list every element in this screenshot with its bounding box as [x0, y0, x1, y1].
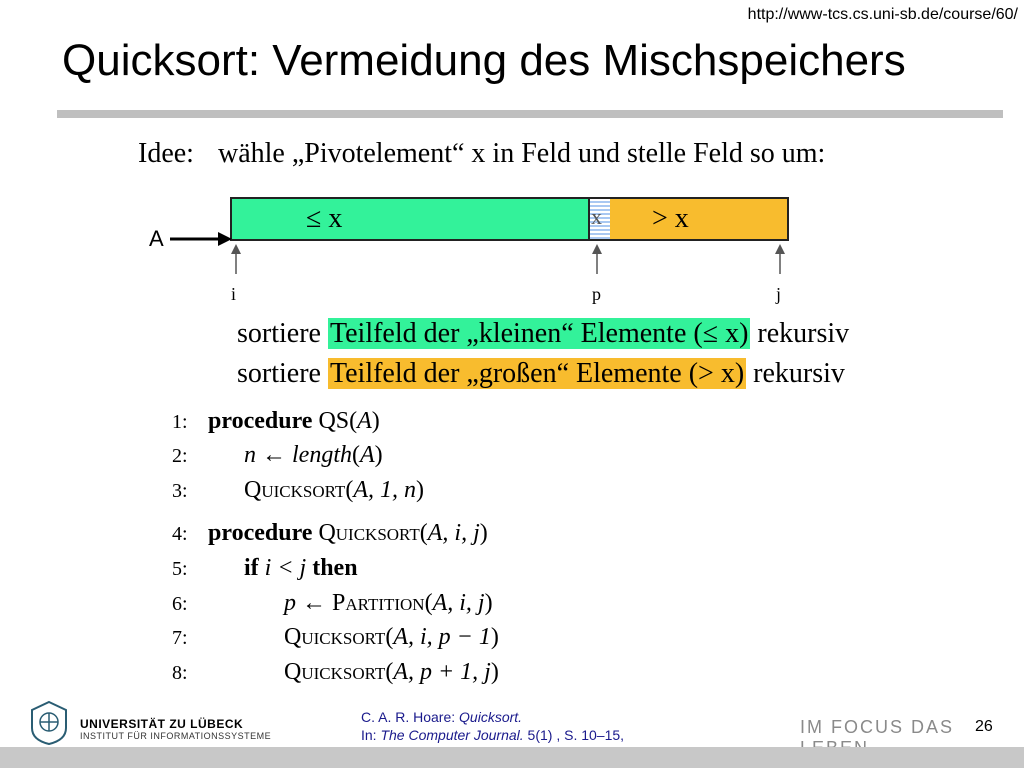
index-j-arrow [771, 244, 791, 276]
small-elements-region [230, 197, 590, 241]
code-token: ( [419, 520, 428, 546]
code-token: ) [374, 442, 383, 468]
idea-label: Idee: [138, 138, 194, 169]
code-line-7 [172, 624, 499, 651]
citation-pages: 5(1) , S. 10–15, [523, 727, 625, 743]
index-p-arrow [588, 244, 608, 276]
idea-line [138, 138, 825, 170]
university-seal-icon [28, 700, 70, 746]
citation-author: C. A. R. Hoare: [361, 709, 460, 725]
code-token: ( [385, 624, 394, 650]
idea-text: wähle „Pivotelement“ x in Feld und stelle Feld so um: [217, 138, 826, 169]
line-number: 7: [172, 627, 188, 649]
sort-large-prefix: sortiere [237, 358, 321, 389]
code-token: Quicksort [244, 477, 346, 503]
code-token: ( [352, 442, 360, 468]
index-p-label: p [592, 284, 601, 304]
sort-small-suffix: rekursiv [757, 318, 850, 349]
code-token: A, 1, n [353, 477, 416, 503]
sort-small-highlight: Teilfeld der „kleinen“ Elemente (≤ x) [329, 318, 749, 349]
code-line-5 [172, 555, 358, 582]
index-j-label: j [776, 284, 782, 304]
line-number: 3: [172, 480, 188, 502]
code-token: i < j [264, 555, 307, 581]
slogan: IM FOCUS DAS [800, 717, 955, 737]
code-line-3 [172, 477, 424, 504]
code-token: ← [296, 590, 332, 616]
code-token: p [284, 590, 296, 616]
code-token: ) [490, 659, 499, 685]
title-divider [57, 110, 1003, 118]
source-url: http://www-tcs.cs.uni-sb.de/course/60/ [747, 6, 1018, 23]
code-token: Partition [332, 590, 425, 616]
citation-line-1 [361, 708, 624, 726]
sort-large-line [237, 358, 845, 390]
code-token: Quicksort [284, 624, 386, 650]
index-i-arrow [227, 244, 247, 276]
sort-small-line [237, 318, 849, 350]
code-token: A [357, 408, 372, 434]
large-region-label: > x [652, 203, 689, 234]
page-number: 26 [975, 718, 993, 735]
slide-title: Quicksort: Vermeidung des Mischspeichers [62, 36, 906, 85]
sort-large-suffix: rekursiv [753, 358, 845, 389]
code-token: A, i, j [432, 590, 485, 616]
code-line-2 [172, 442, 383, 469]
code-token: A, i, j [427, 520, 480, 546]
footer-bar [0, 747, 1024, 768]
line-number: 4: [172, 523, 188, 545]
code-token: ) [479, 520, 488, 546]
array-pointer-arrow [170, 229, 232, 249]
line-number: 5: [172, 558, 188, 580]
keyword: then [312, 555, 358, 581]
line-number: 8: [172, 662, 188, 684]
code-line-4 [172, 520, 488, 547]
code-token: length [292, 442, 352, 468]
code-token: ( [424, 590, 433, 616]
code-token: A [360, 442, 375, 468]
large-elements-region [610, 197, 789, 241]
citation-line-2 [361, 726, 624, 744]
array-label: A [149, 226, 164, 251]
keyword: procedure [208, 408, 313, 434]
code-line-6 [172, 590, 493, 617]
index-i-label: i [231, 284, 237, 304]
code-token: ( [345, 477, 354, 503]
line-number: 2: [172, 445, 188, 467]
citation-in: In: [361, 727, 381, 743]
sort-small-prefix: sortiere [237, 318, 321, 349]
sort-large-highlight: Teilfeld der „großen“ Elemente (> x) [329, 358, 745, 389]
code-token: ) [416, 477, 424, 503]
code-token: n [244, 442, 256, 468]
code-token: ) [490, 624, 499, 650]
line-number: 6: [172, 593, 188, 615]
code-token: ← [256, 442, 292, 468]
code-token: ) [484, 590, 493, 616]
keyword: if [244, 555, 259, 581]
code-token: A, p + 1, j [393, 659, 491, 685]
code-token: A, i, p − 1 [393, 624, 491, 650]
line-number: 1: [172, 411, 188, 433]
keyword: procedure [208, 520, 313, 546]
code-line-1 [172, 408, 380, 435]
code-token: Quicksort [284, 659, 386, 685]
code-token: ) [371, 408, 380, 434]
code-token: Quicksort [318, 520, 420, 546]
citation-work: Quicksort. [459, 709, 523, 725]
citation-journal: The Computer Journal. [380, 727, 524, 743]
university-name: UNIVERSITÄT ZU LÜBECK [80, 717, 244, 731]
code-token: ( [385, 659, 394, 685]
institute-name: INSTITUT FÜR INFORMATIONSSYSTEME [80, 731, 272, 741]
pivot-label: x [591, 204, 602, 229]
small-region-label: ≤ x [306, 203, 343, 234]
code-token: QS( [318, 408, 358, 434]
code-line-8 [172, 659, 499, 686]
